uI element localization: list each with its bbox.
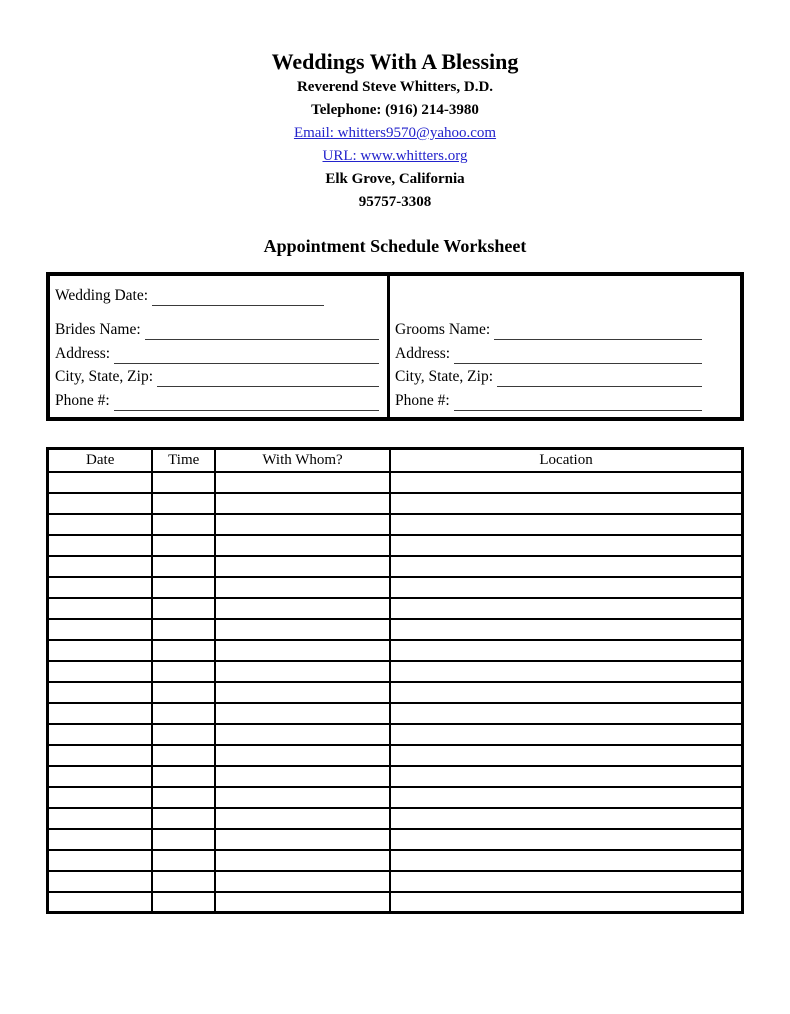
groom-address-label: Address: [395, 344, 451, 362]
schedule-cell [390, 640, 742, 661]
bride-city-state-zip-field [55, 364, 379, 388]
schedule-cell [152, 535, 215, 556]
schedule-cell [215, 745, 390, 766]
groom-column [390, 276, 740, 417]
bride-address-label: Address: [55, 344, 111, 362]
schedule-row [48, 556, 743, 577]
schedule-cell [390, 535, 742, 556]
schedule-row [48, 850, 743, 871]
schedule-cell [390, 577, 742, 598]
schedule-cell [48, 598, 153, 619]
schedule-cell [152, 556, 215, 577]
column-header-location: Location [390, 449, 742, 472]
groom-name-field [395, 317, 702, 341]
schedule-row [48, 493, 743, 514]
schedule-row [48, 514, 743, 535]
schedule-row [48, 472, 743, 493]
bride-name-label: Brides Name: [55, 321, 141, 339]
groom-name-label: Grooms Name: [395, 321, 491, 339]
schedule-cell [48, 556, 153, 577]
schedule-cell [48, 472, 153, 493]
schedule-cell [215, 598, 390, 619]
schedule-cell [48, 703, 153, 724]
schedule-cell [152, 892, 215, 913]
schedule-cell [152, 703, 215, 724]
schedule-cell [48, 577, 153, 598]
schedule-cell [152, 472, 215, 493]
schedule-cell [390, 892, 742, 913]
schedule-row [48, 535, 743, 556]
schedule-cell [215, 829, 390, 850]
groom-empty-row [395, 282, 702, 306]
schedule-cell [48, 787, 153, 808]
schedule-cell [48, 829, 153, 850]
city-line: Elk Grove, California [325, 171, 465, 187]
schedule-cell [390, 598, 742, 619]
schedule-cell [215, 514, 390, 535]
schedule-row [48, 745, 743, 766]
url-line [46, 145, 744, 168]
schedule-cell [48, 619, 153, 640]
schedule-cell [390, 787, 742, 808]
schedule-cell [152, 766, 215, 787]
schedule-cell [152, 745, 215, 766]
schedule-row [48, 619, 743, 640]
schedule-cell [48, 493, 153, 514]
schedule-cell [152, 640, 215, 661]
schedule-cell [215, 766, 390, 787]
schedule-cell [48, 766, 153, 787]
schedule-row [48, 808, 743, 829]
schedule-cell [390, 808, 742, 829]
schedule-cell [215, 577, 390, 598]
schedule-cell [48, 640, 153, 661]
schedule-cell [215, 493, 390, 514]
schedule-table-body [48, 472, 743, 913]
schedule-cell [152, 493, 215, 514]
schedule-row [48, 871, 743, 892]
schedule-cell [390, 871, 742, 892]
spacer [395, 306, 702, 317]
schedule-cell [390, 724, 742, 745]
column-header-time: Time [152, 449, 215, 472]
schedule-cell [152, 871, 215, 892]
schedule-row [48, 682, 743, 703]
email-line [46, 122, 744, 145]
schedule-cell [390, 514, 742, 535]
schedule-row [48, 703, 743, 724]
schedule-cell [390, 619, 742, 640]
schedule-header-row [48, 449, 743, 472]
zip-line: 95757-3308 [358, 194, 432, 210]
schedule-cell [390, 766, 742, 787]
url-link[interactable]: URL: www.whitters.org [322, 148, 468, 164]
schedule-cell [152, 724, 215, 745]
groom-city-state-zip-blank [497, 369, 702, 387]
couple-info-box [46, 272, 744, 421]
worksheet-title: Appointment Schedule Worksheet [263, 236, 527, 256]
schedule-cell [390, 850, 742, 871]
bride-phone-label: Phone #: [55, 392, 110, 410]
schedule-cell [48, 850, 153, 871]
business-name: Weddings With A Blessing [271, 49, 519, 74]
schedule-cell [215, 892, 390, 913]
schedule-cell [390, 745, 742, 766]
schedule-row [48, 598, 743, 619]
schedule-cell [215, 787, 390, 808]
wedding-date-field [55, 282, 379, 306]
telephone-line: Telephone: (916) 214-3980 [311, 102, 479, 118]
email-link[interactable]: Email: whitters9570@yahoo.com [293, 125, 497, 141]
schedule-cell [215, 619, 390, 640]
column-header-date: Date [48, 449, 153, 472]
schedule-cell [152, 682, 215, 703]
schedule-cell [152, 787, 215, 808]
schedule-cell [215, 472, 390, 493]
groom-city-state-zip-field [395, 364, 702, 388]
schedule-cell [390, 493, 742, 514]
wedding-date-label: Wedding Date: [55, 286, 149, 304]
bride-city-state-zip-blank [157, 369, 379, 387]
schedule-row [48, 577, 743, 598]
schedule-cell [152, 514, 215, 535]
schedule-row [48, 787, 743, 808]
schedule-cell [215, 808, 390, 829]
wedding-date-blank [152, 288, 324, 306]
schedule-cell [152, 850, 215, 871]
groom-name-blank [494, 322, 702, 340]
schedule-cell [48, 661, 153, 682]
letterhead [46, 48, 744, 214]
schedule-cell [48, 682, 153, 703]
schedule-cell [48, 745, 153, 766]
schedule-cell [390, 556, 742, 577]
schedule-cell [390, 829, 742, 850]
schedule-cell [215, 640, 390, 661]
groom-phone-field [395, 387, 702, 411]
schedule-row [48, 766, 743, 787]
schedule-row [48, 892, 743, 913]
bride-phone-field [55, 387, 379, 411]
schedule-cell [48, 871, 153, 892]
groom-address-blank [454, 346, 702, 364]
schedule-row [48, 829, 743, 850]
bride-address-field [55, 340, 379, 364]
schedule-cell [152, 661, 215, 682]
schedule-cell [48, 535, 153, 556]
appointment-schedule-table [46, 447, 744, 914]
schedule-cell [48, 514, 153, 535]
bride-name-blank [145, 322, 379, 340]
bride-column [50, 276, 390, 417]
schedule-row [48, 661, 743, 682]
schedule-cell [48, 808, 153, 829]
schedule-cell [152, 808, 215, 829]
schedule-cell [152, 598, 215, 619]
schedule-cell [215, 556, 390, 577]
schedule-cell [390, 472, 742, 493]
groom-phone-blank [454, 393, 702, 411]
schedule-cell [48, 724, 153, 745]
schedule-row [48, 724, 743, 745]
officiant-name: Reverend Steve Whitters, D.D. [296, 79, 494, 95]
schedule-cell [390, 682, 742, 703]
bride-city-state-zip-label: City, State, Zip: [55, 368, 154, 386]
schedule-cell [215, 535, 390, 556]
schedule-row [48, 640, 743, 661]
schedule-cell [152, 829, 215, 850]
schedule-cell [215, 850, 390, 871]
schedule-cell [215, 703, 390, 724]
schedule-cell [390, 703, 742, 724]
groom-city-state-zip-label: City, State, Zip: [395, 368, 494, 386]
groom-address-field [395, 340, 702, 364]
schedule-cell [215, 871, 390, 892]
spacer [55, 306, 379, 317]
schedule-cell [152, 619, 215, 640]
schedule-cell [390, 661, 742, 682]
schedule-cell [215, 682, 390, 703]
bride-address-blank [114, 346, 379, 364]
bride-name-field [55, 317, 379, 341]
schedule-cell [215, 724, 390, 745]
column-header-with-whom: With Whom? [215, 449, 390, 472]
schedule-cell [48, 892, 153, 913]
bride-phone-blank [114, 393, 379, 411]
groom-phone-label: Phone #: [395, 392, 450, 410]
schedule-cell [152, 577, 215, 598]
schedule-cell [215, 661, 390, 682]
